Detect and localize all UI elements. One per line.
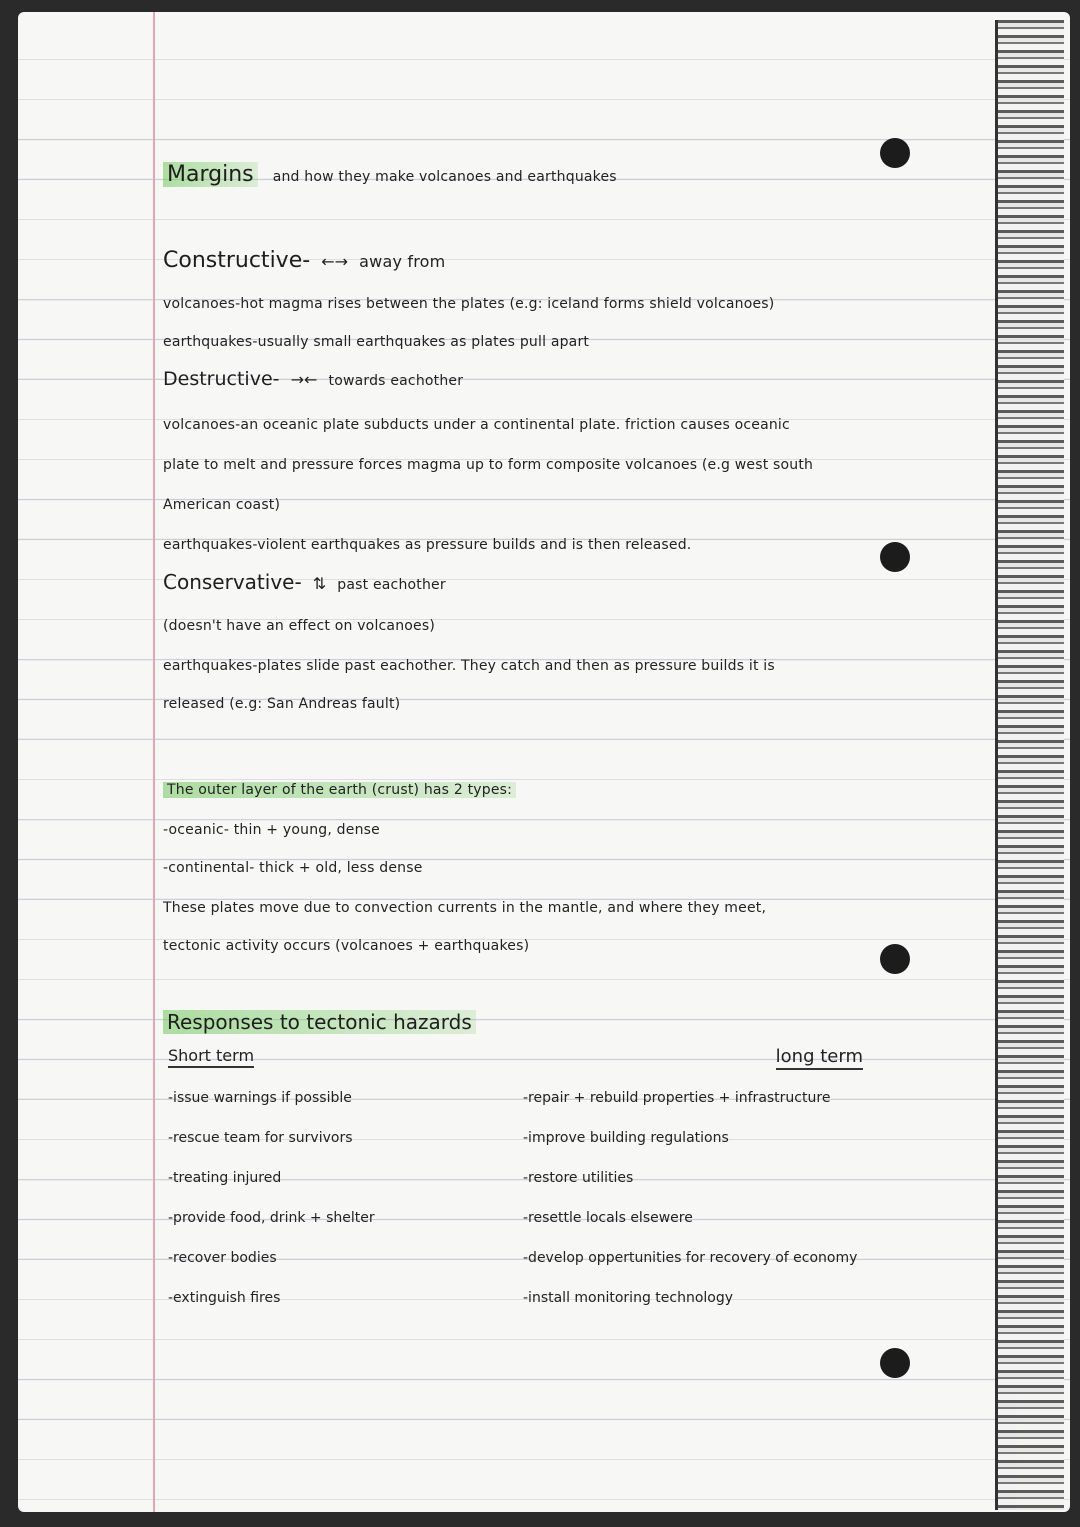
long-term-label: long term [776,1046,863,1070]
long-term-item: -restore utilities [523,1170,634,1186]
crust-oceanic: -oceanic- thin + young, dense [163,822,380,838]
short-term-heading [168,1046,498,1065]
long-term-item: -repair + rebuild properties + infrastructure [523,1090,831,1106]
destructive-volcanoes-1: volcanoes-an oceanic plate subducts under a continental plate. friction causes oceanic [163,417,790,433]
destructive-arrows: →← [290,370,318,389]
conservative-dir: past eachother [337,577,446,593]
destructive-earthquakes: earthquakes-violent earthquakes as pressure builds and is then released. [163,537,692,553]
conservative-earthquakes-1: earthquakes-plates slide past eachother. They catch and then as pressure builds it is [163,658,775,674]
short-term-item: -provide food, drink + shelter [168,1210,375,1226]
spiral-binding [995,20,1064,1510]
constructive-heading [163,248,930,273]
title-word: Margins [163,162,258,187]
long-term-item: -resettle locals elsewere [523,1210,693,1226]
page-title [163,162,930,187]
constructive-earthquakes: earthquakes-usually small earthquakes as plates pull apart [163,334,590,350]
conservative-label: Conservative- [163,570,302,594]
constructive-label: Constructive- [163,248,311,273]
crust-intro-text: The outer layer of the earth (crust) has 2 types: [163,782,516,798]
destructive-heading [163,368,930,390]
crust-line-1: These plates move due to convection currents in the mantle, and where they meet, [163,900,767,916]
punch-hole [880,1348,910,1378]
destructive-volcanoes-2: plate to melt and pressure forces magma up to form composite volcanoes (e.g west south [163,457,814,473]
crust-line-2: tectonic activity occurs (volcanoes + earthquakes) [163,938,530,954]
long-term-item: -improve building regulations [523,1130,729,1146]
short-term-item: -extinguish fires [168,1290,281,1306]
long-term-heading [523,1046,863,1067]
destructive-dir: towards eachother [328,373,464,389]
crust-intro [163,782,930,798]
constructive-volcanoes: volcanoes-hot magma rises between the plates (e.g: iceland forms shield volcanoes) [163,296,775,312]
long-term-item: -develop oppertunities for recovery of economy [523,1250,858,1266]
constructive-dir: away from [359,252,446,271]
margin-line [153,12,155,1512]
notebook-page [18,12,1070,1512]
title-rest: and how they make volcanoes and earthquakes [272,169,617,185]
short-term-item: -recover bodies [168,1250,277,1266]
conservative-earthquakes-2: released (e.g: San Andreas fault) [163,696,401,712]
short-term-label: Short term [168,1046,254,1068]
destructive-label: Destructive- [163,368,280,390]
responses-heading [163,1010,930,1034]
conservative-arrows: ⇅ [312,574,327,593]
responses-heading-text: Responses to tectonic hazards [163,1010,476,1034]
destructive-volcanoes-3: American coast) [163,497,281,513]
short-term-item: -issue warnings if possible [168,1090,352,1106]
conservative-note: (doesn't have an effect on volcanoes) [163,618,436,634]
crust-continental: -continental- thick + old, less dense [163,860,423,876]
long-term-item: -install monitoring technology [523,1290,734,1306]
constructive-arrows: ←→ [321,252,349,271]
short-term-item: -rescue team for survivors [168,1130,353,1146]
short-term-item: -treating injured [168,1170,282,1186]
conservative-heading [163,570,930,594]
